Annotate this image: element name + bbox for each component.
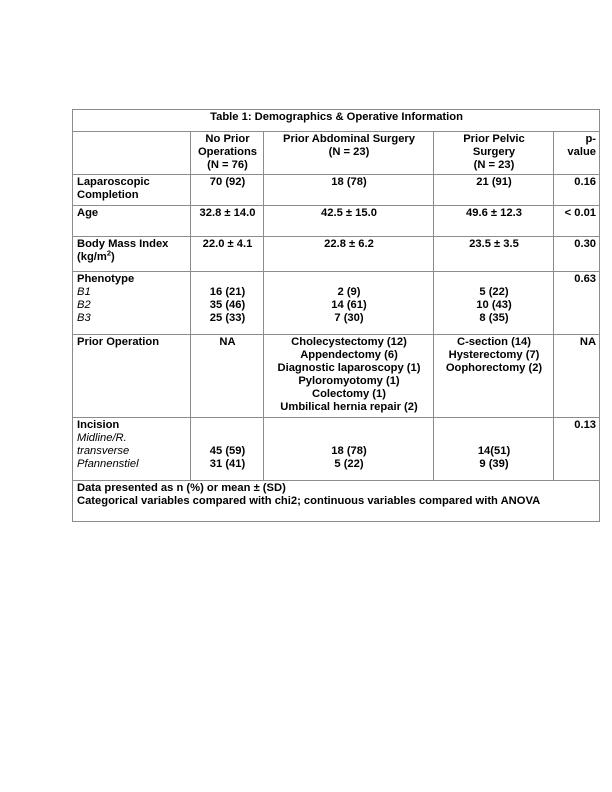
row-sublabel: transverse <box>77 445 130 457</box>
cell-line: 16 (21) <box>209 286 246 298</box>
cell-line: 7 (30) <box>334 312 364 324</box>
cell-line: Umbilical hernia repair (2) <box>280 401 418 413</box>
cell-no-prior: 70 (92) <box>191 175 264 206</box>
table-row <box>73 206 600 237</box>
header-line: (N = 23) <box>473 159 515 171</box>
row-label <box>73 175 191 206</box>
table-row <box>73 175 600 206</box>
cell-pvalue: 0.30 <box>554 237 600 272</box>
unit-suffix: ) <box>111 251 115 263</box>
cell-line: 10 (43) <box>476 299 512 311</box>
cell-line: 9 (39) <box>479 458 509 470</box>
cell-line: 35 (46) <box>209 299 246 311</box>
cell-abdominal: 42.5 ± 15.0 <box>264 206 434 237</box>
cell-line: 2 (9) <box>337 286 361 298</box>
cell-pvalue: 0.16 <box>554 175 600 206</box>
demographics-table <box>72 109 600 522</box>
title-row <box>73 110 600 132</box>
cell-line: C-section (14) <box>457 336 531 348</box>
header-line: p- <box>585 133 597 145</box>
header-line: Prior Abdominal Surgery <box>283 133 415 145</box>
cell-pelvic: 49.6 ± 12.3 <box>434 206 554 237</box>
table-row <box>73 418 600 481</box>
row-label <box>73 237 191 272</box>
cell-line: 5 (22) <box>334 458 364 470</box>
cell-line: Oophorectomy (2) <box>445 362 543 374</box>
header-row <box>73 132 600 175</box>
cell-line: Hysterectomy (7) <box>448 349 540 361</box>
cell-line: 14(51) <box>477 445 511 457</box>
table-row <box>73 272 600 335</box>
row-label-line: Completion <box>77 189 139 201</box>
header-line: Surgery <box>472 146 516 158</box>
header-line: (N = 76) <box>207 159 248 171</box>
cell-line: Appendectomy (6) <box>300 349 398 361</box>
cell-line: 45 (59) <box>209 445 246 457</box>
cell-line: 25 (33) <box>209 312 246 324</box>
table-row <box>73 335 600 418</box>
row-label: Prior Operation <box>73 335 191 418</box>
cell-no-prior <box>191 418 264 481</box>
cell-line: Pyloromyotomy (1) <box>298 375 400 387</box>
row-sublabel: Midline/R. <box>77 432 127 444</box>
row-sublabel: B2 <box>77 299 91 311</box>
cell-pelvic <box>434 418 554 481</box>
header-empty <box>73 132 191 175</box>
cell-line: Cholecystectomy (12) <box>291 336 407 348</box>
header-pvalue <box>554 132 600 175</box>
footnote-row <box>73 481 600 522</box>
row-label: Age <box>73 206 191 237</box>
header-line: No Prior <box>205 133 250 145</box>
row-label <box>73 418 191 481</box>
row-label-line: Body Mass Index <box>77 238 169 250</box>
cell-abdominal: 22.8 ± 6.2 <box>264 237 434 272</box>
cell-no-prior: 22.0 ± 4.1 <box>191 237 264 272</box>
cell-pvalue: < 0.01 <box>554 206 600 237</box>
cell-no-prior: 32.8 ± 14.0 <box>191 206 264 237</box>
cell-pelvic <box>434 335 554 418</box>
cell-abdominal <box>264 335 434 418</box>
header-pelvic <box>434 132 554 175</box>
row-sublabel: B1 <box>77 286 91 298</box>
footnotes <box>73 481 600 522</box>
unit-superscript: 2 <box>106 248 112 258</box>
cell-line: 18 (78) <box>331 445 367 457</box>
row-label-line: Phenotype <box>77 273 135 285</box>
cell-pvalue: NA <box>554 335 600 418</box>
row-label-unit <box>77 248 187 264</box>
cell-line: 31 (41) <box>209 458 246 470</box>
cell-line: Diagnostic laparoscopy (1) <box>277 362 421 374</box>
header-line: Operations <box>197 146 258 158</box>
cell-pelvic: 23.5 ± 3.5 <box>434 237 554 272</box>
footnote: Data presented as n (%) or mean ± (SD) <box>77 482 286 494</box>
unit-prefix: (kg/m <box>77 251 107 263</box>
cell-line: 14 (61) <box>331 299 367 311</box>
cell-no-prior: NA <box>191 335 264 418</box>
cell-pelvic <box>434 272 554 335</box>
table-row <box>73 237 600 272</box>
cell-pelvic: 21 (91) <box>434 175 554 206</box>
header-abdominal <box>264 132 434 175</box>
row-label-line: Incision <box>77 419 120 431</box>
row-sublabel: B3 <box>77 312 91 324</box>
header-line: value <box>567 146 597 158</box>
table-title: Table 1: Demographics & Operative Information <box>73 110 600 132</box>
cell-abdominal <box>264 272 434 335</box>
header-no-prior <box>191 132 264 175</box>
cell-pvalue: 0.13 <box>554 418 600 481</box>
cell-line: 8 (35) <box>479 312 509 324</box>
row-label-line: Laparoscopic <box>77 176 150 188</box>
cell-no-prior <box>191 272 264 335</box>
footnote: Categorical variables compared with chi2; continuous variables compared with ANOVA <box>77 495 541 507</box>
cell-abdominal: 18 (78) <box>264 175 434 206</box>
cell-pvalue: 0.63 <box>554 272 600 335</box>
cell-line: Colectomy (1) <box>312 388 386 400</box>
cell-line: 5 (22) <box>479 286 509 298</box>
cell-abdominal <box>264 418 434 481</box>
header-line: Prior Pelvic <box>463 133 525 145</box>
header-line: (N = 23) <box>328 146 370 158</box>
row-label <box>73 272 191 335</box>
row-sublabel: Pfannenstiel <box>77 458 139 470</box>
